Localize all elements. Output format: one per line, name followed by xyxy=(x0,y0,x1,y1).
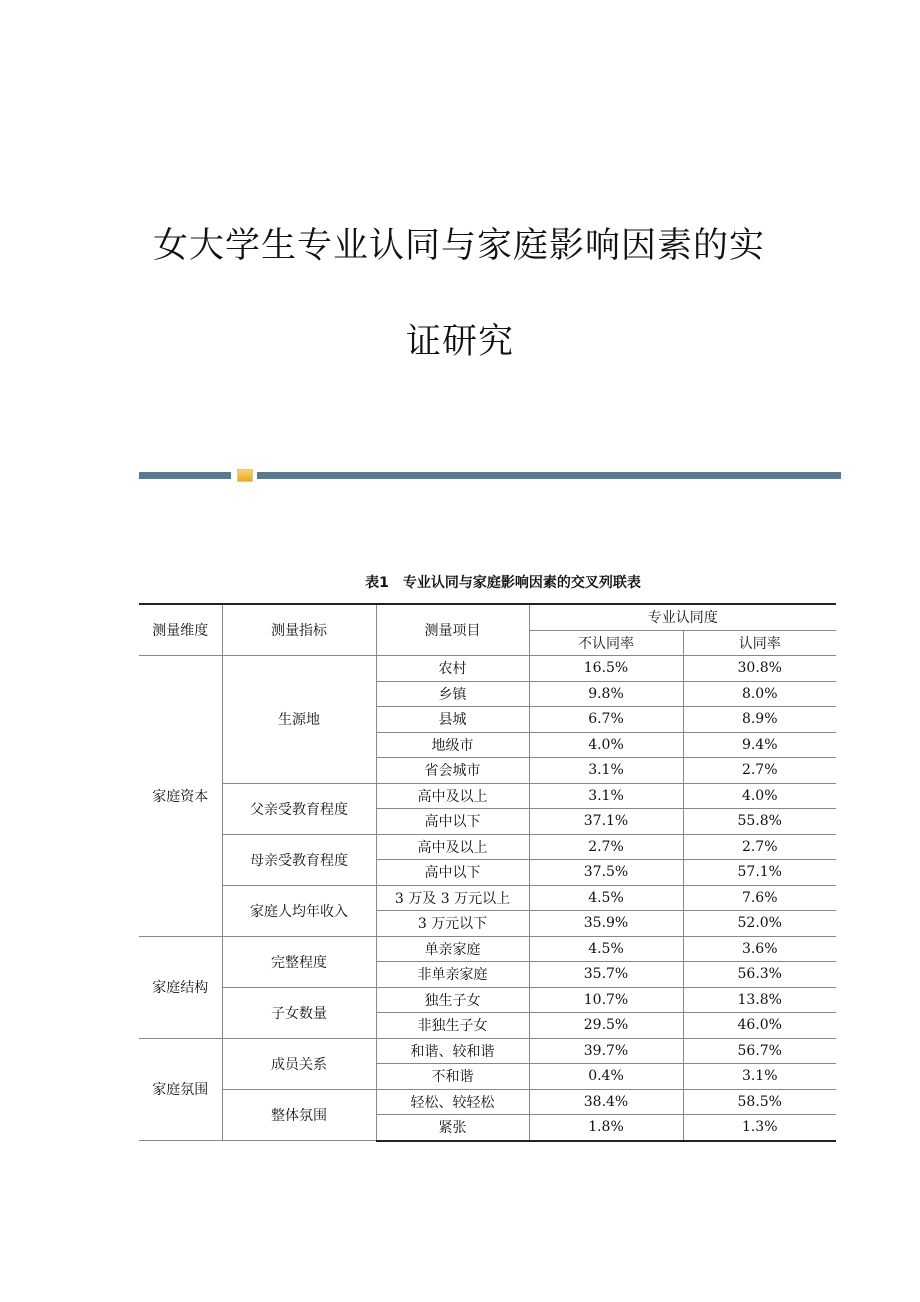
not-rate-cell: 3.1% xyxy=(529,758,683,784)
item-cell: 非单亲家庭 xyxy=(376,962,529,988)
not-rate-cell: 35.9% xyxy=(529,911,683,937)
header-identity-group: 专业认同度 xyxy=(529,604,836,630)
rate-cell: 7.6% xyxy=(683,885,836,911)
table-row xyxy=(139,987,836,1013)
indicator-cell: 父亲受教育程度 xyxy=(222,783,376,834)
divider-bar-left xyxy=(139,472,231,479)
item-cell: 地级市 xyxy=(376,732,529,758)
table-row xyxy=(139,783,836,809)
indicator-cell: 家庭人均年收入 xyxy=(222,885,376,936)
rate-cell: 13.8% xyxy=(683,987,836,1013)
not-rate-cell: 9.8% xyxy=(529,681,683,707)
item-cell: 和谐、较和谐 xyxy=(376,1038,529,1064)
header-indicator: 测量指标 xyxy=(222,604,376,656)
item-cell: 不和谐 xyxy=(376,1064,529,1090)
item-cell: 高中及以上 xyxy=(376,783,529,809)
indicator-cell: 生源地 xyxy=(222,656,376,784)
section-divider xyxy=(139,472,841,479)
item-cell: 高中以下 xyxy=(376,809,529,835)
item-cell: 高中及以上 xyxy=(376,834,529,860)
not-rate-cell: 38.4% xyxy=(529,1089,683,1115)
not-rate-cell: 39.7% xyxy=(529,1038,683,1064)
rate-cell: 8.0% xyxy=(683,681,836,707)
not-rate-cell: 0.4% xyxy=(529,1064,683,1090)
indicator-cell: 子女数量 xyxy=(222,987,376,1038)
indicator-cell: 母亲受教育程度 xyxy=(222,834,376,885)
dimension-cell: 家庭资本 xyxy=(139,656,222,937)
rate-cell: 3.6% xyxy=(683,936,836,962)
item-cell: 省会城市 xyxy=(376,758,529,784)
item-cell: 县城 xyxy=(376,707,529,733)
rate-cell: 46.0% xyxy=(683,1013,836,1039)
not-rate-cell: 16.5% xyxy=(529,656,683,682)
rate-cell: 30.8% xyxy=(683,656,836,682)
cross-tab-table xyxy=(139,603,836,1142)
indicator-cell: 成员关系 xyxy=(222,1038,376,1089)
item-cell: 3 万元以下 xyxy=(376,911,529,937)
item-cell: 乡镇 xyxy=(376,681,529,707)
rate-cell: 52.0% xyxy=(683,911,836,937)
rate-cell: 2.7% xyxy=(683,834,836,860)
divider-bar-right xyxy=(257,472,841,479)
not-rate-cell: 10.7% xyxy=(529,987,683,1013)
rate-cell: 56.7% xyxy=(683,1038,836,1064)
rate-cell: 57.1% xyxy=(683,860,836,886)
dimension-cell: 家庭结构 xyxy=(139,936,222,1038)
not-rate-cell: 35.7% xyxy=(529,962,683,988)
table-caption: 表1 专业认同与家庭影响因素的交叉列联表 xyxy=(365,575,641,591)
not-rate-cell: 4.5% xyxy=(529,885,683,911)
not-rate-cell: 29.5% xyxy=(529,1013,683,1039)
item-cell: 紧张 xyxy=(376,1115,529,1141)
rate-cell: 9.4% xyxy=(683,732,836,758)
header-dimension: 测量维度 xyxy=(139,604,222,656)
not-rate-cell: 4.5% xyxy=(529,936,683,962)
indicator-cell: 整体氛围 xyxy=(222,1089,376,1141)
rate-cell: 8.9% xyxy=(683,707,836,733)
table-row xyxy=(139,1089,836,1115)
header-rate: 认同率 xyxy=(683,630,836,656)
header-not-rate: 不认同率 xyxy=(529,630,683,656)
item-cell: 轻松、较轻松 xyxy=(376,1089,529,1115)
table-row xyxy=(139,885,836,911)
rate-cell: 1.3% xyxy=(683,1115,836,1141)
not-rate-cell: 37.1% xyxy=(529,809,683,835)
table-row xyxy=(139,1038,836,1064)
rate-cell: 58.5% xyxy=(683,1089,836,1115)
indicator-cell: 完整程度 xyxy=(222,936,376,987)
rate-cell: 56.3% xyxy=(683,962,836,988)
header-item: 测量项目 xyxy=(376,604,529,656)
not-rate-cell: 2.7% xyxy=(529,834,683,860)
document-title-line-1: 女大学生专业认同与家庭影响因素的实 xyxy=(152,226,765,266)
rate-cell: 2.7% xyxy=(683,758,836,784)
not-rate-cell: 6.7% xyxy=(529,707,683,733)
item-cell: 非独生子女 xyxy=(376,1013,529,1039)
not-rate-cell: 37.5% xyxy=(529,860,683,886)
envelope-icon xyxy=(237,469,253,482)
item-cell: 高中以下 xyxy=(376,860,529,886)
not-rate-cell: 3.1% xyxy=(529,783,683,809)
dimension-cell: 家庭氛围 xyxy=(139,1038,222,1141)
not-rate-cell: 1.8% xyxy=(529,1115,683,1141)
rate-cell: 4.0% xyxy=(683,783,836,809)
item-cell: 独生子女 xyxy=(376,987,529,1013)
item-cell: 农村 xyxy=(376,656,529,682)
item-cell: 3 万及 3 万元以上 xyxy=(376,885,529,911)
item-cell: 单亲家庭 xyxy=(376,936,529,962)
table-row xyxy=(139,834,836,860)
table-row xyxy=(139,656,836,682)
rate-cell: 3.1% xyxy=(683,1064,836,1090)
rate-cell: 55.8% xyxy=(683,809,836,835)
document-title-line-2: 证研究 xyxy=(405,322,514,362)
not-rate-cell: 4.0% xyxy=(529,732,683,758)
table-row xyxy=(139,936,836,962)
